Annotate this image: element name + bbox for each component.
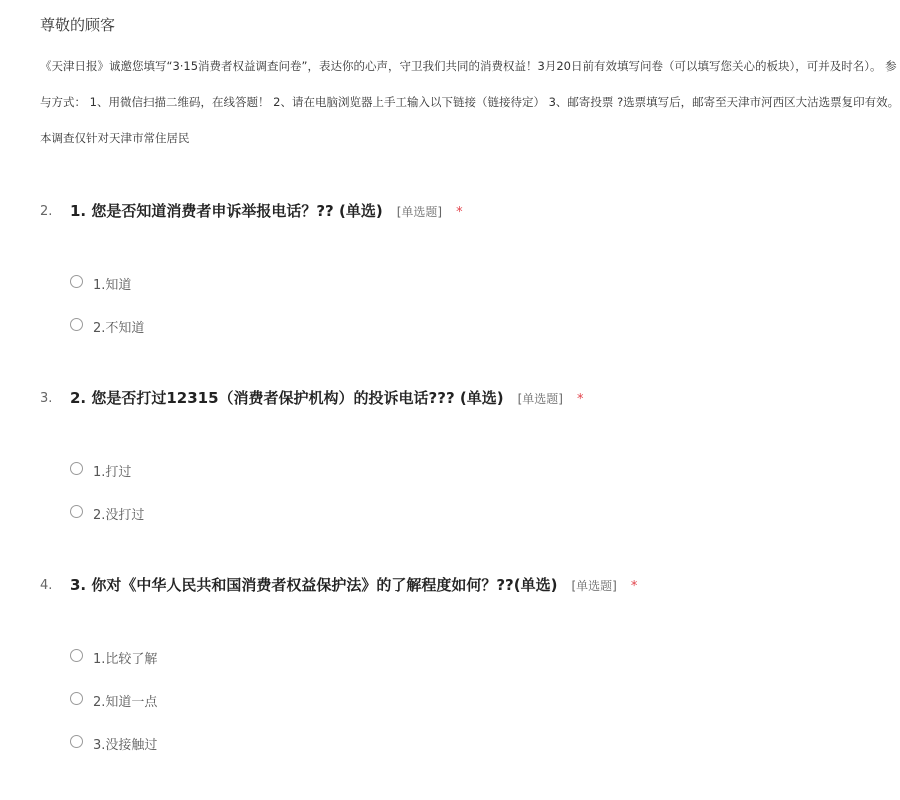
option-label: 2.知道一点	[93, 695, 158, 710]
radio-button[interactable]	[70, 318, 83, 331]
option-label: 1.知道	[93, 278, 132, 293]
question-header	[0, 574, 900, 598]
radio-button[interactable]	[70, 462, 83, 475]
option-called[interactable]	[70, 460, 470, 480]
intro-text: 《天津日报》诚邀您填写“3·15消费者权益调查问卷”，表达你的心声，守卫我们共同的消费权益！3月20日前有效填写问卷（可以填写您关心的板块），可并及时名）。 参与方式： 1、用微信扫描二维码，在线答题！ 2、请在电脑浏览器上手工输入以下链接（链接待定） 3、邮寄投票 ?选票填写后，邮寄至天津市河西区大沽选票复印有效。 本调查仅针对天津市常住居民	[40, 59, 900, 145]
option-label: 1.打过	[93, 465, 132, 480]
radio-button[interactable]	[70, 692, 83, 705]
option-know[interactable]	[70, 273, 470, 293]
radio-button[interactable]	[70, 505, 83, 518]
question-number: 4.	[40, 578, 53, 593]
question-title: 1. 您是否知道消费者申诉举报电话？?? (单选)	[70, 202, 383, 220]
radio-button[interactable]	[70, 649, 83, 662]
option-label: 1.比较了解	[93, 652, 158, 667]
required-asterisk: *	[630, 579, 638, 594]
question-title: 3. 你对《中华人民共和国消费者权益保护法》的了解程度如何？??(单选)	[70, 576, 558, 594]
question-number: 3.	[40, 391, 53, 406]
question-title-row	[70, 387, 583, 408]
radio-button[interactable]	[70, 735, 83, 748]
option-fairly-familiar[interactable]	[70, 647, 470, 667]
required-asterisk: *	[576, 392, 584, 407]
option-never-called[interactable]	[70, 503, 470, 523]
option-label: 3.没接触过	[93, 738, 158, 753]
question-type-label: [单选题]	[571, 579, 617, 593]
question-number: 2.	[40, 204, 53, 219]
option-label: 2.没打过	[93, 508, 145, 523]
question-type-label: [单选题]	[396, 205, 443, 219]
question-type-label: [单选题]	[517, 392, 563, 406]
option-label: 2.不知道	[93, 321, 145, 336]
question-title: 2. 您是否打过12315（消费者保护机构）的投诉电话??? (单选)	[70, 389, 504, 407]
question-title-row	[70, 200, 463, 221]
question-header	[0, 387, 900, 411]
required-asterisk: *	[456, 205, 463, 220]
question-header	[0, 200, 900, 224]
greeting-heading: 尊敬的顾客	[40, 16, 116, 34]
option-know-a-little[interactable]	[70, 690, 470, 710]
option-never-encountered[interactable]	[70, 733, 470, 753]
option-dont-know[interactable]	[70, 316, 470, 336]
question-title-row	[70, 574, 637, 595]
radio-button[interactable]	[70, 275, 83, 288]
